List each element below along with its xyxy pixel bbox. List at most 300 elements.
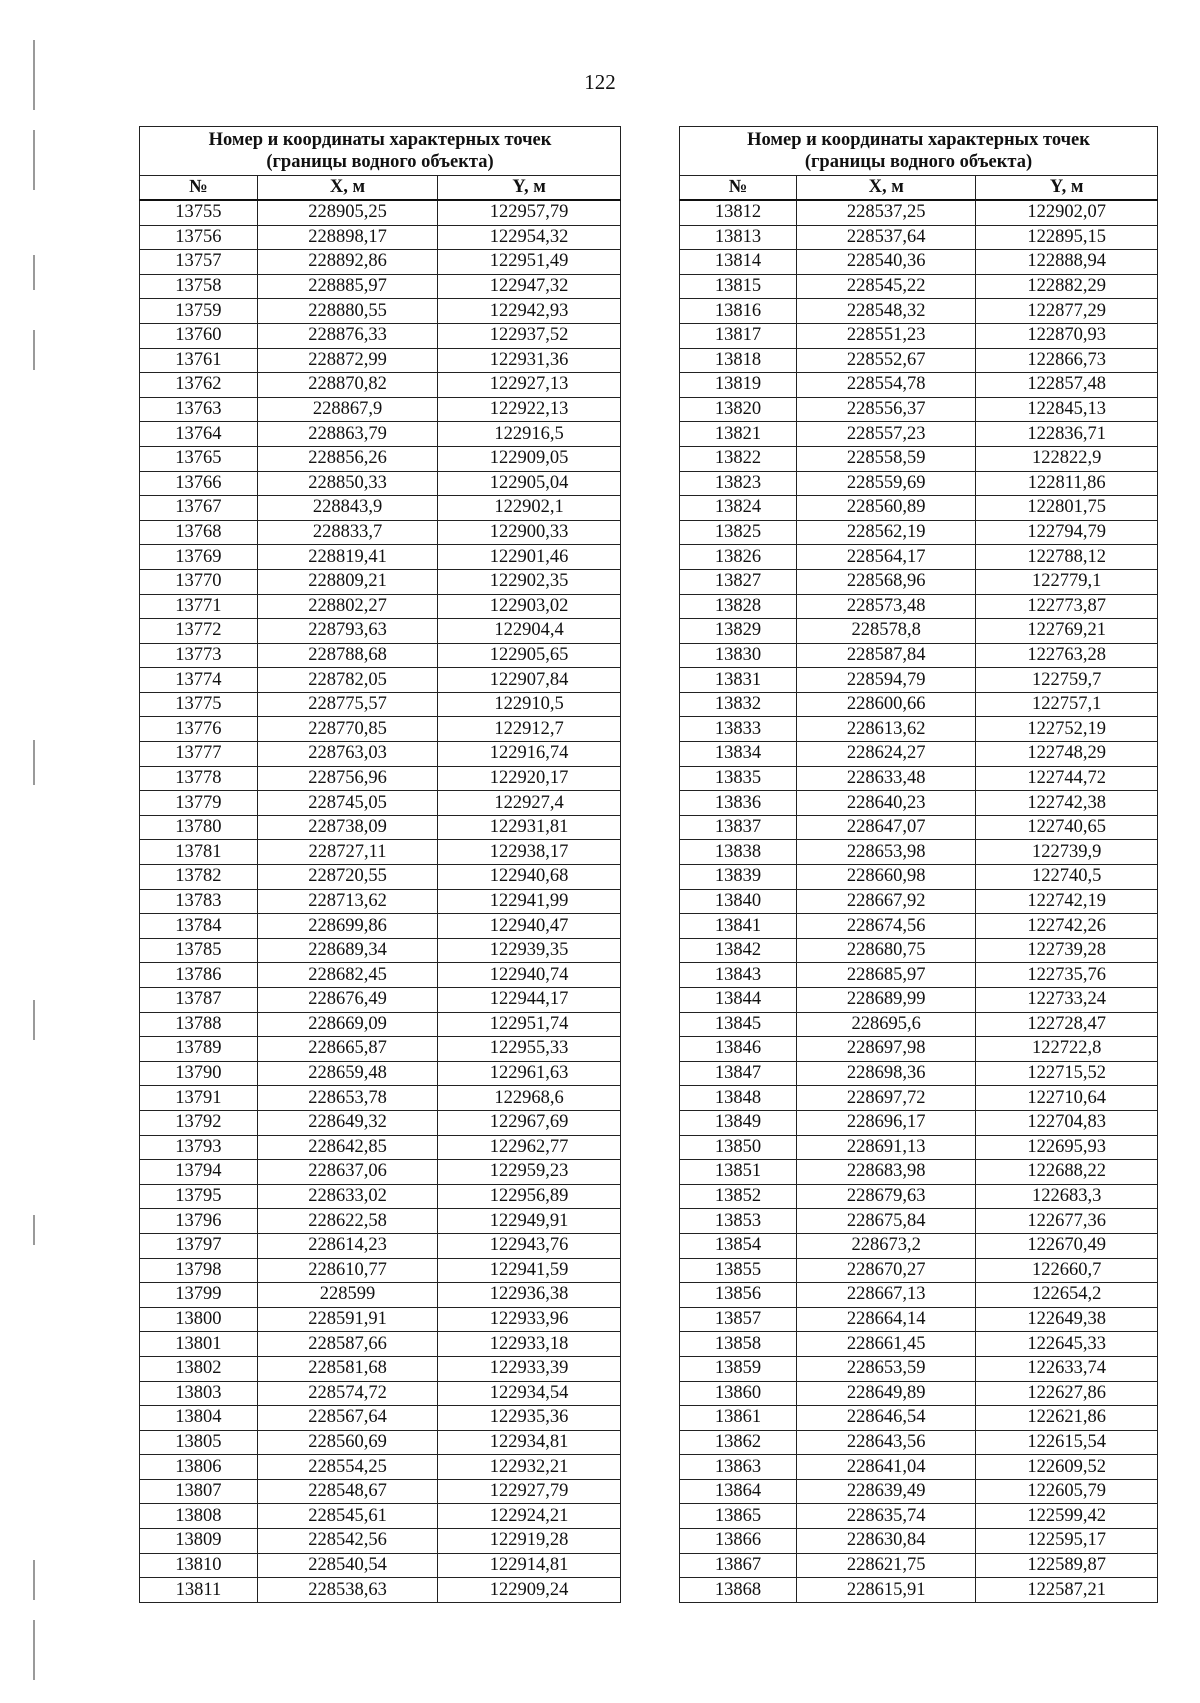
cell-point-number: 13801 xyxy=(140,1332,258,1357)
cell-x-coordinate: 228673,2 xyxy=(797,1233,976,1258)
cell-x-coordinate: 228856,26 xyxy=(257,446,437,471)
cell-x-coordinate: 228556,37 xyxy=(797,397,976,422)
table-row xyxy=(680,1553,1158,1578)
cell-point-number: 13774 xyxy=(140,668,258,693)
scan-edge-mark xyxy=(33,330,35,370)
cell-y-coordinate: 122788,12 xyxy=(976,545,1158,570)
cell-x-coordinate: 228637,06 xyxy=(257,1160,437,1185)
cell-point-number: 13804 xyxy=(140,1406,258,1431)
cell-point-number: 13770 xyxy=(140,569,258,594)
cell-x-coordinate: 228599 xyxy=(257,1283,437,1308)
cell-y-coordinate: 122759,7 xyxy=(976,668,1158,693)
cell-y-coordinate: 122927,13 xyxy=(438,373,621,398)
cell-x-coordinate: 228622,58 xyxy=(257,1209,437,1234)
cell-point-number: 13818 xyxy=(680,348,797,373)
cell-y-coordinate: 122937,52 xyxy=(438,323,621,348)
table-row xyxy=(680,1209,1158,1234)
column-header-x: X, м xyxy=(797,176,976,201)
cell-x-coordinate: 228685,97 xyxy=(797,963,976,988)
cell-x-coordinate: 228756,96 xyxy=(257,766,437,791)
cell-point-number: 13757 xyxy=(140,250,258,275)
cell-point-number: 13808 xyxy=(140,1504,258,1529)
cell-point-number: 13760 xyxy=(140,323,258,348)
cell-y-coordinate: 122587,21 xyxy=(976,1578,1158,1603)
cell-x-coordinate: 228591,91 xyxy=(257,1307,437,1332)
cell-point-number: 13825 xyxy=(680,520,797,545)
cell-x-coordinate: 228594,79 xyxy=(797,668,976,693)
cell-y-coordinate: 122924,21 xyxy=(438,1504,621,1529)
table-row xyxy=(680,643,1158,668)
cell-x-coordinate: 228552,67 xyxy=(797,348,976,373)
cell-point-number: 13864 xyxy=(680,1479,797,1504)
cell-x-coordinate: 228696,17 xyxy=(797,1110,976,1135)
table-row xyxy=(680,619,1158,644)
cell-y-coordinate: 122903,02 xyxy=(438,594,621,619)
cell-y-coordinate: 122951,49 xyxy=(438,250,621,275)
table-row xyxy=(680,471,1158,496)
cell-point-number: 13831 xyxy=(680,668,797,693)
cell-y-coordinate: 122888,94 xyxy=(976,250,1158,275)
table-row xyxy=(140,938,621,963)
table-row xyxy=(140,766,621,791)
table-row xyxy=(140,717,621,742)
cell-point-number: 13842 xyxy=(680,938,797,963)
cell-y-coordinate: 122609,52 xyxy=(976,1455,1158,1480)
cell-y-coordinate: 122922,13 xyxy=(438,397,621,422)
cell-x-coordinate: 228646,54 xyxy=(797,1406,976,1431)
cell-x-coordinate: 228615,91 xyxy=(797,1578,976,1603)
table-row xyxy=(680,840,1158,865)
cell-y-coordinate: 122836,71 xyxy=(976,422,1158,447)
cell-y-coordinate: 122715,52 xyxy=(976,1061,1158,1086)
table-row xyxy=(680,791,1158,816)
cell-x-coordinate: 228587,66 xyxy=(257,1332,437,1357)
cell-point-number: 13827 xyxy=(680,569,797,594)
cell-y-coordinate: 122934,54 xyxy=(438,1381,621,1406)
table-row xyxy=(140,914,621,939)
cell-x-coordinate: 228689,99 xyxy=(797,988,976,1013)
table-row xyxy=(680,373,1158,398)
column-header-number: № xyxy=(140,176,258,201)
cell-point-number: 13755 xyxy=(140,200,258,225)
cell-point-number: 13849 xyxy=(680,1110,797,1135)
cell-x-coordinate: 228833,7 xyxy=(257,520,437,545)
cell-y-coordinate: 122941,99 xyxy=(438,889,621,914)
cell-x-coordinate: 228639,49 xyxy=(797,1479,976,1504)
cell-point-number: 13855 xyxy=(680,1258,797,1283)
table-row xyxy=(680,1430,1158,1455)
cell-x-coordinate: 228545,61 xyxy=(257,1504,437,1529)
cell-point-number: 13836 xyxy=(680,791,797,816)
cell-x-coordinate: 228578,8 xyxy=(797,619,976,644)
table-row xyxy=(680,889,1158,914)
cell-point-number: 13841 xyxy=(680,914,797,939)
table-row xyxy=(140,1037,621,1062)
cell-point-number: 13783 xyxy=(140,889,258,914)
cell-x-coordinate: 228554,25 xyxy=(257,1455,437,1480)
cell-x-coordinate: 228698,36 xyxy=(797,1061,976,1086)
cell-point-number: 13814 xyxy=(680,250,797,275)
cell-point-number: 13764 xyxy=(140,422,258,447)
table-body xyxy=(680,200,1158,1602)
table-row xyxy=(680,1086,1158,1111)
table-row xyxy=(140,840,621,865)
cell-y-coordinate: 122968,6 xyxy=(438,1086,621,1111)
cell-y-coordinate: 122909,24 xyxy=(438,1578,621,1603)
cell-y-coordinate: 122933,18 xyxy=(438,1332,621,1357)
cell-y-coordinate: 122748,29 xyxy=(976,742,1158,767)
cell-point-number: 13868 xyxy=(680,1578,797,1603)
cell-y-coordinate: 122942,93 xyxy=(438,299,621,324)
scan-edge-mark xyxy=(33,1620,35,1680)
cell-point-number: 13798 xyxy=(140,1258,258,1283)
cell-y-coordinate: 122935,36 xyxy=(438,1406,621,1431)
cell-y-coordinate: 122940,47 xyxy=(438,914,621,939)
table-row xyxy=(140,1578,621,1603)
cell-x-coordinate: 228564,17 xyxy=(797,545,976,570)
cell-x-coordinate: 228574,72 xyxy=(257,1381,437,1406)
cell-x-coordinate: 228559,69 xyxy=(797,471,976,496)
cell-y-coordinate: 122951,74 xyxy=(438,1012,621,1037)
table-row xyxy=(680,668,1158,693)
cell-x-coordinate: 228872,99 xyxy=(257,348,437,373)
cell-y-coordinate: 122704,83 xyxy=(976,1110,1158,1135)
cell-point-number: 13832 xyxy=(680,692,797,717)
cell-point-number: 13829 xyxy=(680,619,797,644)
cell-x-coordinate: 228635,74 xyxy=(797,1504,976,1529)
cell-point-number: 13781 xyxy=(140,840,258,865)
table-row xyxy=(140,545,621,570)
cell-point-number: 13816 xyxy=(680,299,797,324)
cell-x-coordinate: 228542,56 xyxy=(257,1529,437,1554)
cell-y-coordinate: 122957,79 xyxy=(438,200,621,225)
cell-y-coordinate: 122900,33 xyxy=(438,520,621,545)
table-row xyxy=(680,692,1158,717)
cell-point-number: 13821 xyxy=(680,422,797,447)
cell-point-number: 13866 xyxy=(680,1529,797,1554)
cell-x-coordinate: 228649,32 xyxy=(257,1110,437,1135)
cell-y-coordinate: 122695,93 xyxy=(976,1135,1158,1160)
table-row xyxy=(140,865,621,890)
cell-point-number: 13834 xyxy=(680,742,797,767)
table-row xyxy=(680,1184,1158,1209)
cell-x-coordinate: 228641,04 xyxy=(797,1455,976,1480)
table-row xyxy=(680,1455,1158,1480)
cell-point-number: 13823 xyxy=(680,471,797,496)
cell-y-coordinate: 122939,35 xyxy=(438,938,621,963)
scan-edge-mark xyxy=(33,740,35,785)
cell-x-coordinate: 228557,23 xyxy=(797,422,976,447)
cell-point-number: 13854 xyxy=(680,1233,797,1258)
table-row xyxy=(140,200,621,225)
cell-point-number: 13860 xyxy=(680,1381,797,1406)
cell-point-number: 13784 xyxy=(140,914,258,939)
cell-y-coordinate: 122902,35 xyxy=(438,569,621,594)
cell-x-coordinate: 228653,78 xyxy=(257,1086,437,1111)
scan-edge-mark xyxy=(33,130,35,190)
cell-point-number: 13819 xyxy=(680,373,797,398)
cell-x-coordinate: 228558,59 xyxy=(797,446,976,471)
cell-y-coordinate: 122649,38 xyxy=(976,1307,1158,1332)
cell-y-coordinate: 122949,91 xyxy=(438,1209,621,1234)
cell-y-coordinate: 122927,4 xyxy=(438,791,621,816)
table-body xyxy=(140,200,621,1602)
cell-y-coordinate: 122914,81 xyxy=(438,1553,621,1578)
cell-point-number: 13805 xyxy=(140,1430,258,1455)
cell-y-coordinate: 122735,76 xyxy=(976,963,1158,988)
cell-point-number: 13796 xyxy=(140,1209,258,1234)
table-row xyxy=(140,446,621,471)
table-row xyxy=(140,1283,621,1308)
cell-point-number: 13773 xyxy=(140,643,258,668)
cell-y-coordinate: 122907,84 xyxy=(438,668,621,693)
table-row xyxy=(140,1086,621,1111)
cell-x-coordinate: 228675,84 xyxy=(797,1209,976,1234)
cell-point-number: 13833 xyxy=(680,717,797,742)
cell-point-number: 13787 xyxy=(140,988,258,1013)
cell-point-number: 13765 xyxy=(140,446,258,471)
cell-y-coordinate: 122944,17 xyxy=(438,988,621,1013)
table-row xyxy=(680,914,1158,939)
table-row xyxy=(140,496,621,521)
cell-x-coordinate: 228885,97 xyxy=(257,274,437,299)
table-row xyxy=(680,1012,1158,1037)
cell-y-coordinate: 122688,22 xyxy=(976,1160,1158,1185)
cell-x-coordinate: 228898,17 xyxy=(257,225,437,250)
cell-point-number: 13824 xyxy=(680,496,797,521)
table-row xyxy=(680,250,1158,275)
cell-point-number: 13776 xyxy=(140,717,258,742)
cell-x-coordinate: 228642,85 xyxy=(257,1135,437,1160)
cell-x-coordinate: 228643,56 xyxy=(797,1430,976,1455)
cell-y-coordinate: 122670,49 xyxy=(976,1233,1158,1258)
cell-x-coordinate: 228545,22 xyxy=(797,274,976,299)
cell-x-coordinate: 228880,55 xyxy=(257,299,437,324)
table-row xyxy=(140,1553,621,1578)
table-row xyxy=(680,1110,1158,1135)
table-row xyxy=(140,422,621,447)
cell-x-coordinate: 228633,02 xyxy=(257,1184,437,1209)
table-row xyxy=(140,1504,621,1529)
cell-y-coordinate: 122710,64 xyxy=(976,1086,1158,1111)
scan-edge-mark xyxy=(33,1000,35,1040)
cell-y-coordinate: 122902,07 xyxy=(976,200,1158,225)
cell-point-number: 13790 xyxy=(140,1061,258,1086)
cell-point-number: 13768 xyxy=(140,520,258,545)
cell-x-coordinate: 228867,9 xyxy=(257,397,437,422)
cell-point-number: 13793 xyxy=(140,1135,258,1160)
cell-y-coordinate: 122934,81 xyxy=(438,1430,621,1455)
table-row xyxy=(140,791,621,816)
table-title xyxy=(680,127,1158,176)
table-row xyxy=(680,569,1158,594)
table-row xyxy=(680,397,1158,422)
table-row xyxy=(140,569,621,594)
table-row xyxy=(140,373,621,398)
cell-y-coordinate: 122904,4 xyxy=(438,619,621,644)
cell-point-number: 13806 xyxy=(140,1455,258,1480)
table-row xyxy=(140,1307,621,1332)
cell-y-coordinate: 122954,32 xyxy=(438,225,621,250)
cell-y-coordinate: 122909,05 xyxy=(438,446,621,471)
scan-edge-mark xyxy=(33,255,35,290)
cell-y-coordinate: 122740,65 xyxy=(976,815,1158,840)
table-row xyxy=(680,496,1158,521)
cell-point-number: 13848 xyxy=(680,1086,797,1111)
table-row xyxy=(680,1061,1158,1086)
cell-x-coordinate: 228540,36 xyxy=(797,250,976,275)
table-row xyxy=(680,545,1158,570)
cell-y-coordinate: 122901,46 xyxy=(438,545,621,570)
table-row xyxy=(680,988,1158,1013)
cell-y-coordinate: 122742,26 xyxy=(976,914,1158,939)
cell-y-coordinate: 122882,29 xyxy=(976,274,1158,299)
cell-point-number: 13828 xyxy=(680,594,797,619)
table-row xyxy=(140,225,621,250)
cell-y-coordinate: 122811,86 xyxy=(976,471,1158,496)
cell-x-coordinate: 228653,59 xyxy=(797,1356,976,1381)
table-row xyxy=(680,1233,1158,1258)
table-row xyxy=(140,348,621,373)
table-row xyxy=(680,742,1158,767)
cell-y-coordinate: 122947,32 xyxy=(438,274,621,299)
scan-edge-mark xyxy=(33,1560,35,1600)
table-row xyxy=(140,397,621,422)
cell-point-number: 13763 xyxy=(140,397,258,422)
column-header-number: № xyxy=(680,176,797,201)
cell-y-coordinate: 122959,23 xyxy=(438,1160,621,1185)
cell-x-coordinate: 228695,6 xyxy=(797,1012,976,1037)
cell-y-coordinate: 122722,8 xyxy=(976,1037,1158,1062)
cell-point-number: 13789 xyxy=(140,1037,258,1062)
cell-x-coordinate: 228819,41 xyxy=(257,545,437,570)
table-row xyxy=(140,1406,621,1431)
cell-y-coordinate: 122728,47 xyxy=(976,1012,1158,1037)
table-row xyxy=(680,766,1158,791)
cell-x-coordinate: 228727,11 xyxy=(257,840,437,865)
cell-point-number: 13794 xyxy=(140,1160,258,1185)
page-number: 122 xyxy=(584,70,616,94)
cell-point-number: 13815 xyxy=(680,274,797,299)
table-row xyxy=(140,742,621,767)
table-row xyxy=(140,1430,621,1455)
cell-x-coordinate: 228614,23 xyxy=(257,1233,437,1258)
cell-point-number: 13811 xyxy=(140,1578,258,1603)
cell-x-coordinate: 228676,49 xyxy=(257,988,437,1013)
cell-point-number: 13759 xyxy=(140,299,258,324)
cell-y-coordinate: 122739,28 xyxy=(976,938,1158,963)
cell-y-coordinate: 122877,29 xyxy=(976,299,1158,324)
cell-x-coordinate: 228548,32 xyxy=(797,299,976,324)
cell-x-coordinate: 228775,57 xyxy=(257,692,437,717)
cell-y-coordinate: 122739,9 xyxy=(976,840,1158,865)
cell-x-coordinate: 228661,45 xyxy=(797,1332,976,1357)
table-row xyxy=(140,1233,621,1258)
table-row xyxy=(680,274,1158,299)
cell-x-coordinate: 228682,45 xyxy=(257,963,437,988)
cell-point-number: 13758 xyxy=(140,274,258,299)
table-row xyxy=(140,1184,621,1209)
cell-y-coordinate: 122902,1 xyxy=(438,496,621,521)
table-row xyxy=(140,299,621,324)
cell-point-number: 13837 xyxy=(680,815,797,840)
table-row xyxy=(140,274,621,299)
cell-point-number: 13778 xyxy=(140,766,258,791)
cell-point-number: 13756 xyxy=(140,225,258,250)
table-row xyxy=(140,250,621,275)
cell-point-number: 13812 xyxy=(680,200,797,225)
table-row xyxy=(680,200,1158,225)
cell-point-number: 13791 xyxy=(140,1086,258,1111)
table-title-line1: Номер и координаты характерных точек xyxy=(747,130,1090,150)
cell-x-coordinate: 228674,56 xyxy=(797,914,976,939)
cell-x-coordinate: 228562,19 xyxy=(797,520,976,545)
cell-x-coordinate: 228843,9 xyxy=(257,496,437,521)
cell-y-coordinate: 122621,86 xyxy=(976,1406,1158,1431)
cell-y-coordinate: 122932,21 xyxy=(438,1455,621,1480)
cell-y-coordinate: 122645,33 xyxy=(976,1332,1158,1357)
cell-x-coordinate: 228659,48 xyxy=(257,1061,437,1086)
cell-y-coordinate: 122905,65 xyxy=(438,643,621,668)
cell-point-number: 13792 xyxy=(140,1110,258,1135)
cell-x-coordinate: 228720,55 xyxy=(257,865,437,890)
table-row xyxy=(680,323,1158,348)
cell-y-coordinate: 122912,7 xyxy=(438,717,621,742)
cell-point-number: 13797 xyxy=(140,1233,258,1258)
table-row xyxy=(140,1061,621,1086)
cell-y-coordinate: 122956,89 xyxy=(438,1184,621,1209)
cell-y-coordinate: 122933,96 xyxy=(438,1307,621,1332)
cell-y-coordinate: 122742,38 xyxy=(976,791,1158,816)
cell-x-coordinate: 228610,77 xyxy=(257,1258,437,1283)
cell-x-coordinate: 228665,87 xyxy=(257,1037,437,1062)
cell-y-coordinate: 122961,63 xyxy=(438,1061,621,1086)
cell-point-number: 13826 xyxy=(680,545,797,570)
table-title-line1: Номер и координаты характерных точек xyxy=(208,130,552,150)
table-title-line2: (границы водного объекта) xyxy=(804,152,1033,172)
cell-point-number: 13861 xyxy=(680,1406,797,1431)
cell-y-coordinate: 122740,5 xyxy=(976,865,1158,890)
cell-point-number: 13850 xyxy=(680,1135,797,1160)
cell-x-coordinate: 228548,67 xyxy=(257,1479,437,1504)
table-row xyxy=(680,1406,1158,1431)
cell-point-number: 13777 xyxy=(140,742,258,767)
cell-x-coordinate: 228554,78 xyxy=(797,373,976,398)
cell-x-coordinate: 228679,63 xyxy=(797,1184,976,1209)
table-row xyxy=(680,1381,1158,1406)
cell-point-number: 13817 xyxy=(680,323,797,348)
table-row xyxy=(140,471,621,496)
column-header-y: Y, м xyxy=(976,176,1158,201)
cell-y-coordinate: 122822,9 xyxy=(976,446,1158,471)
cell-x-coordinate: 228640,23 xyxy=(797,791,976,816)
cell-point-number: 13820 xyxy=(680,397,797,422)
table-row xyxy=(140,1110,621,1135)
cell-x-coordinate: 228683,98 xyxy=(797,1160,976,1185)
table-row xyxy=(680,1504,1158,1529)
cell-x-coordinate: 228624,27 xyxy=(797,742,976,767)
cell-x-coordinate: 228667,13 xyxy=(797,1283,976,1308)
table-row xyxy=(680,225,1158,250)
cell-point-number: 13846 xyxy=(680,1037,797,1062)
cell-point-number: 13867 xyxy=(680,1553,797,1578)
table-row xyxy=(680,963,1158,988)
table-row xyxy=(140,988,621,1013)
cell-y-coordinate: 122967,69 xyxy=(438,1110,621,1135)
cell-y-coordinate: 122927,79 xyxy=(438,1479,621,1504)
cell-x-coordinate: 228653,98 xyxy=(797,840,976,865)
cell-x-coordinate: 228667,92 xyxy=(797,889,976,914)
